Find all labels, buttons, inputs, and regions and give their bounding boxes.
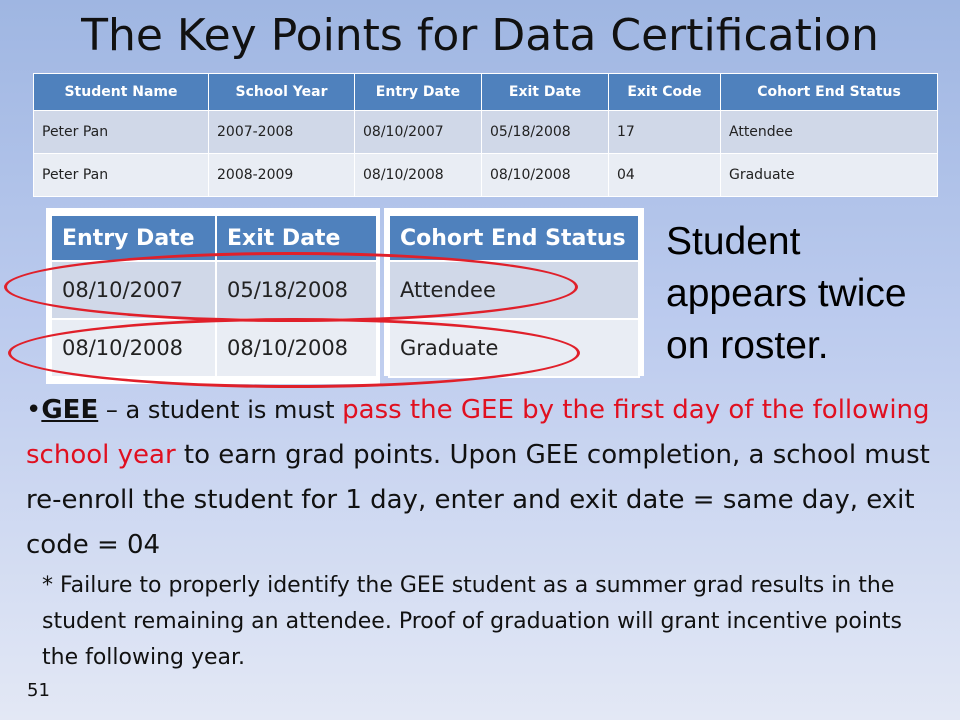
table-cell: Attendee <box>721 111 938 154</box>
roster-header-cell: Entry Date <box>355 74 482 111</box>
table-cell: Peter Pan <box>34 154 209 197</box>
gee-bullet <box>26 388 951 568</box>
roster-header-cell: School Year <box>209 74 355 111</box>
gee-highlight: pass the GEE by the first day of the following school year <box>26 395 930 470</box>
highlight-ellipse-row-2 <box>8 318 580 388</box>
roster-table <box>33 73 938 197</box>
table-cell: Peter Pan <box>34 111 209 154</box>
table-cell: Attendee <box>389 261 639 319</box>
zoom-header-cell: Cohort End Status <box>389 215 639 261</box>
table-cell: Graduate <box>389 319 639 377</box>
roster-header-cell: Exit Date <box>482 74 609 111</box>
table-cell: 04 <box>609 154 721 197</box>
table-cell: 2008-2009 <box>209 154 355 197</box>
bullet-marker: • <box>26 395 42 425</box>
roster-header-row <box>34 74 938 111</box>
table-row <box>34 154 938 197</box>
table-cell: 08/10/2008 <box>216 319 377 377</box>
table-cell: 17 <box>609 111 721 154</box>
page-number: 51 <box>27 680 50 701</box>
gee-lead: a student is must <box>125 396 343 424</box>
table-row <box>34 111 938 154</box>
zoom-header-row <box>389 215 639 261</box>
table-cell: 08/10/2007 <box>51 261 216 319</box>
roster-header-cell: Exit Code <box>609 74 721 111</box>
zoom-header-cell: Entry Date <box>51 215 216 261</box>
table-cell: 05/18/2008 <box>216 261 377 319</box>
gee-term: GEE <box>41 395 99 425</box>
table-cell: Graduate <box>721 154 938 197</box>
gee-rest: to earn grad points. Upon GEE completion, a school must re-enroll the student for 1 day, enter and exit date = same day, exit code = 04 <box>26 440 930 560</box>
table-cell: 05/18/2008 <box>482 111 609 154</box>
side-note: Student appears twice on roster. <box>666 220 907 367</box>
zoom-header-cell: Exit Date <box>216 215 377 261</box>
table-cell: 08/10/2008 <box>482 154 609 197</box>
footnote: * Failure to properly identify the GEE student as a summer grad results in the student remaining an attendee. Proof of graduation will grant incentive points the following year. <box>42 573 902 670</box>
roster-header-cell: Student Name <box>34 74 209 111</box>
table-cell: 08/10/2007 <box>355 111 482 154</box>
gee-dash: – <box>98 396 126 424</box>
table-cell: 2007-2008 <box>209 111 355 154</box>
highlight-ellipse-row-1 <box>4 252 578 322</box>
roster-header-cell: Cohort End Status <box>721 74 938 111</box>
slide-title: The Key Points for Data Certification <box>81 10 879 61</box>
table-cell: 08/10/2008 <box>51 319 216 377</box>
table-cell: 08/10/2008 <box>355 154 482 197</box>
